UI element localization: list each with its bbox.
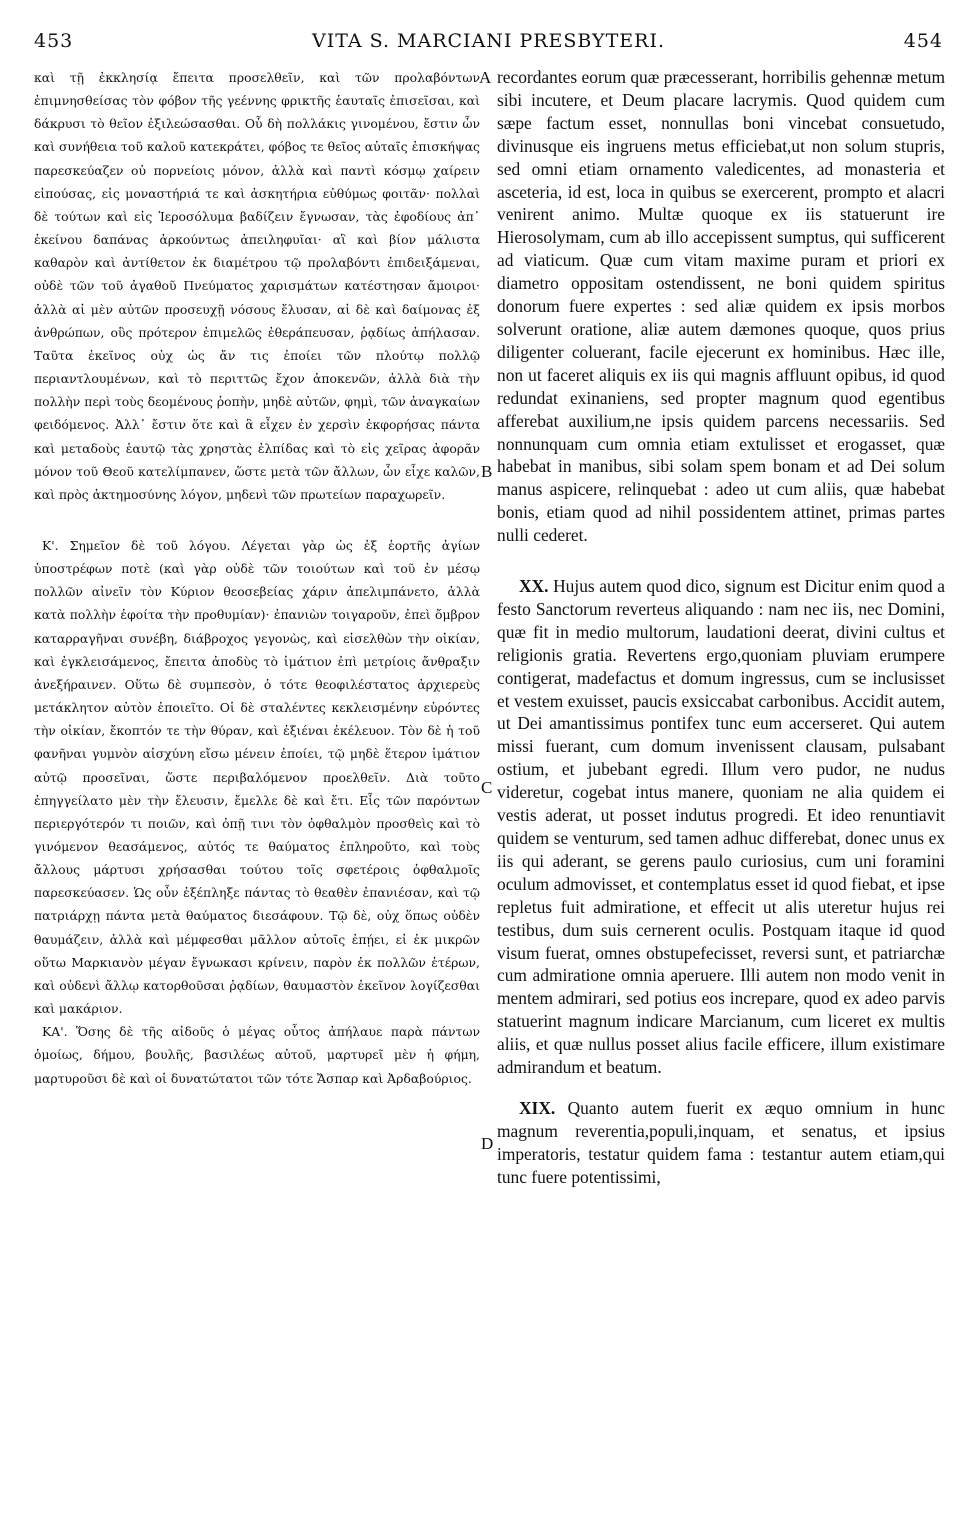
latin-column [497,66,945,1189]
running-header [34,30,943,60]
latin-section-20: XX. Hujus autem quod dico, signum est Dicitur enim quod a festo Sanctorum reverteus aliquando : nam nec iis, nec Domini, quæ fit in medio multorum, laudationi deerat, divini cultus et religionis gratia. Revertens ergo,quoniam pluviam erumpere contigerat, madefactus et domum ingressus, cum se inclusisset et vestem exuisset, paucis exsiccabat carbonibus. Accidit autem, ut Dei amantissimus pontifex tunc eum accerseret. Qui autem missi fuerant, cum domum invenissent clausam, pulsabant ostium, et jubebant egredi. Illum vero pudor, ne nudus videretur, cogebat intus manere, quoniam ne alia quidem ei vestis aderat, ut posset indutus progredi. Et ideo renuntiavit quidem se venturum, sed tamen adhuc differebat, donec unus ex iis qui aderant, se gerens paulo curiosius, cum uni foramini oculum admovisset, et contemplatus esset id quod fiebat, et ipse repletus fuit admiratione, et effecit ut alis uteretur hujus rei testibus, dum suis cernerent oculis. Postquam itaque id quod visum fuerat, omnes obstupefecisset, reversi sunt, et patriarchæ cum admiratione omnia aperuere. Illi autem non modo venit in mentem admirari, sed potius eos increpare, quod ex adeo parvis statuerint magnum indicare Marcianum, cum liceret ex multis aliis, et quæ nullus posset alius facile efficere, illum existimare admirandum et beatum. [497,576,945,1078]
margin-letter-d: D [481,1134,494,1153]
section-number: XIX. [519,1097,556,1118]
latin-section-19: XIX. Quanto autem fuerit ex æquo omnium in hunc magnum reverentia,populi,inquam, et senatus, et ipsius imperatoris, testatur quidem fama : testantur autem etiam,qui tunc fuere potentissimi, [497,1097,945,1187]
greek-section-20: Κ'. Σημεῖον δὲ τοῦ λόγου. Λέγεται γὰρ ὡς ἐξ ἑορτῆς ἁγίων ὑποστρέφων ποτὲ (καὶ γὰρ οὐδὲ τῶν τοιούτων καὶ τοῦ ἐν μέσῳ πολλῶν αἰνεῖν τὸν Κύριον θεοσεβείας χάριν ἀπελιμπάνετο, ἀλλὰ κατὰ πολλὴν ἐφοίτα τὴν προθυμίαν)· ἐπανιὼν τοιγαροῦν, ἐπεὶ ὄμβρον καταρραγῆναι συνέβη, διάβροχος γεγονὼς, καὶ εἰσελθὼν τὴν οἰκίαν, καὶ ἐγκλεισάμενος, ἔπειτα ἀποδὺς τὸ ἱμάτιον ἐπὶ μετρίοις ἄνθραξιν ἀνεξήραινεν. Οὕτω δὲ συμπεσὸν, ὁ τότε θεοφιλέστατος ἀρχιερεὺς μετάκλητον αὐτὸν ἐποιεῖτο. Οἱ δὲ σταλέντες κεκλεισμένην εὑρόντες τὴν οἰκίαν, ἔκοπτόν τε τὴν θύραν, καὶ ἐξιέναι ἐκέλευον. Τὸν δὲ ἡ τοῦ φανῆναι γυμνὸν αἰσχύνη εἴσω μένειν ἐποίει, τῷ μηδὲ ἕτερον ἱμάτιον αὐτῷ προσεῖναι, ὥστε περιβαλόμενον προελθεῖν. Διὰ τοῦτο ἐπηγγείλατο μὲν τὴν ἔλευσιν, ἔμελλε δὲ καὶ ἔτι. Εἷς τῶν παρόντων περιεργότερόν τι ποιῶν, καὶ ὀπῇ τινι τὸν ὀφθαλμὸν προσθεὶς καὶ τὸ γινόμενον θεασάμενος, αὐτός τε θαύματος ἐπληροῦτο, καὶ τοὺς ἄλλους μάρτυσι χρήσασθαι τούτου τοῖς σφετέροις ὀφθαλμοῖς παρεσκεύασεν. Ὡς οὖν ἐξέπληξε πάντας τὸ θεαθὲν ἐπανιέσαν, καὶ τῷ πατριάρχῃ πάντα μετὰ θαύματος διεσάφουν. Τῷ δὲ, οὐχ ὅπως οὐδὲν θαυμάζειν, ἀλλὰ καὶ μέμφεσθαι μᾶλλον αὐτοῖς ἐπῄει, εἰ ἐκ μικρῶν οὕτω Μαρκιανὸν μέγαν ἔγνωκασι κρίνειν, παρὸν ἐκ πολλῶν ἑτέρων, καὶ οὐδενὶ ἄλλῳ κατορθοῦσαι ῥᾳδίων, θαυμαστὸν ἐκεῖνον λογίζεσθαι καὶ μακάριον. [34,537,480,1017]
greek-section-21: ΚΑ'. Ὅσης δὲ τῆς αἰδοῦς ὁ μέγας οὗτος ἀπήλαυε παρὰ πάντων ὁμοίως, δήμου, βουλῆς, βασιλέως αὐτοῦ, μαρτυρεῖ μὲν ἡ φήμη, μαρτυροῦσι δὲ καὶ οἱ δυνατώτατοι τῶν τότε Ἄσπαρ καὶ Ἀρδαβούριος. [34,1024,480,1086]
margin-letter-a: A [479,68,492,87]
greek-paragraph: καὶ τῇ ἐκκλησίᾳ ἔπειτα προσελθεῖν, καὶ τῶν προλαβόντων ἐπιμνησθείσας τὸν φόβον τῆς γεέννης φρικτῆς ἑαυταῖς ἐπισεῖσαι, καὶ δάκρυσι τὸ θεῖον ἐξιλεώσασθαι. Οὗ δὴ πολλάκις γινομένου, ἔστιν ὧν καὶ συνήθεια τοῦ καλοῦ κατεκράτει, φόβος τε θεῖος αὐταῖς ἐπισκήψας παρεσκεύαζεν οὐ πορνείοις μόνον, ἀλλὰ καὶ παντὶ κόσμῳ χαίρειν εἰπούσας, εἰς μοναστήριά τε καὶ ἀσκητήρια εὐθύμως φοιτᾶν· πολλαὶ δὲ τούτων καὶ εἰς Ἱεροσόλυμα βαδίζειν ἔγνωσαν, τὰς ἐφοδίους ἀπ᾽ ἐκείνου δαπάνας ἀρκούντως ἀπειληφυῖαι· αἳ καὶ βίον μάλιστα καθαρὸν καὶ ἀντίθετον ἐκ διαμέτρου τῷ προλαβόντι ἐπιδειξάμεναι, οὐδὲ τῶν τοῦ ἀγαθοῦ Πνεύματος χαρισμάτων κατέστησαν ἄμοιροι· ἀλλὰ αἱ μὲν αὐτῶν προσευχῇ νόσους ἔλυσαν, αἱ δὲ καὶ δαίμονας ἐξ ἀνθρώπων, οὓς πρότερον ἐπιμελῶς ἐθεράπευσαν, ῥᾳδίως ἀπήλασαν. Ταῦτα ἐκεῖνος οὐχ ὡς ἄν τις ἐποίει τῶν πλούτῳ πολλῷ περιαντλουμένων, καὶ τὸ περιττῶς ἔχον ἀποκενῶν, ἀλλὰ διὰ τὴν πολλὴν περὶ τοὺς δεομένους ῥοπὴν, μηδὲ αὐτῶν, φημὶ, τῶν ἀναγκαίων φειδόμενος. Ἀλλ᾽ ἔστιν ὅτε καὶ ἃ εἶχεν ἐν χερσὶν ἐκφορήσας πάντα καὶ μεταδοὺς ἑαυτῷ τὰς χρηστὰς ἐλπίδας καὶ τὸ εἰς χεῖρας ἀφορᾶν μόνον τοῦ Θεοῦ κατελίμπανεν, ὥστε μετὰ τῶν ἄλλων, ὧν εἶχε καλῶν, καὶ πρὸς ἀκτημοσύνης λόγον, μηδενὶ τῶν πρωτείων παραχωρεῖν. [34,70,480,502]
greek-column [34,66,480,1090]
section-number: XX. [519,576,549,597]
running-title: VITA S. MARCIANI PRESBYTERI. [312,30,665,52]
section-number: ΚΑ'. [42,1024,68,1040]
latin-paragraph: recordantes eorum quæ præcesserant, horribilis gehennæ metum sibi incutere, et Deum placare lacrymis. Quod quidem cum sæpe factum esset, nonnullas boni vincebat consuetudo, divinusque eis ingruens metus efficiebat,ut non solum stupris, sed omni etiam ornamento valedicentes, ad monasteria et asceteria, id est, loca in quibus se exercerent, prompto et alacri venirent animo. Multæ quoque ex iis statuerunt ire Hierosolymam, cum ab illo accepissent sumptus, qui sufficerent ad viaticum. Quæ cum vitam maxime puram et priori ex diametro oppositam ostendissent, ne boni quidem spiritus donorum fuere expertes : sed aliæ quidem ex ipsis morbos solverunt oratione, aliæ autem dæmones quoque, quos prius diligenter coluerant, facile ejecerunt ex hominibus. Hæc ille, non ut faceret aliquis ex iis qui magnis affluunt opibus, id quod redundat exinaniens, sed propter magnum quod egentibus afferebat auxilium,ne ipsis quidem parcens necessariis. Sed nonnunquam cum omnia etiam extulisset et erogasset, quæ habebat in manibus, sibi solam spem bonam et ad Dei solum manus aspicere, relinquebat : adeo ut cum aliis, quæ habebat bonis, etiam quod ad nihil possidentem attinet, primas partes nulli cederet. [497,67,945,546]
section-number: Κ'. [42,537,59,553]
margin-letter-c: C [481,778,493,797]
page-number-left: 453 [34,30,74,52]
margin-letter-b: B [481,462,493,481]
page-number-right: 454 [903,30,943,52]
